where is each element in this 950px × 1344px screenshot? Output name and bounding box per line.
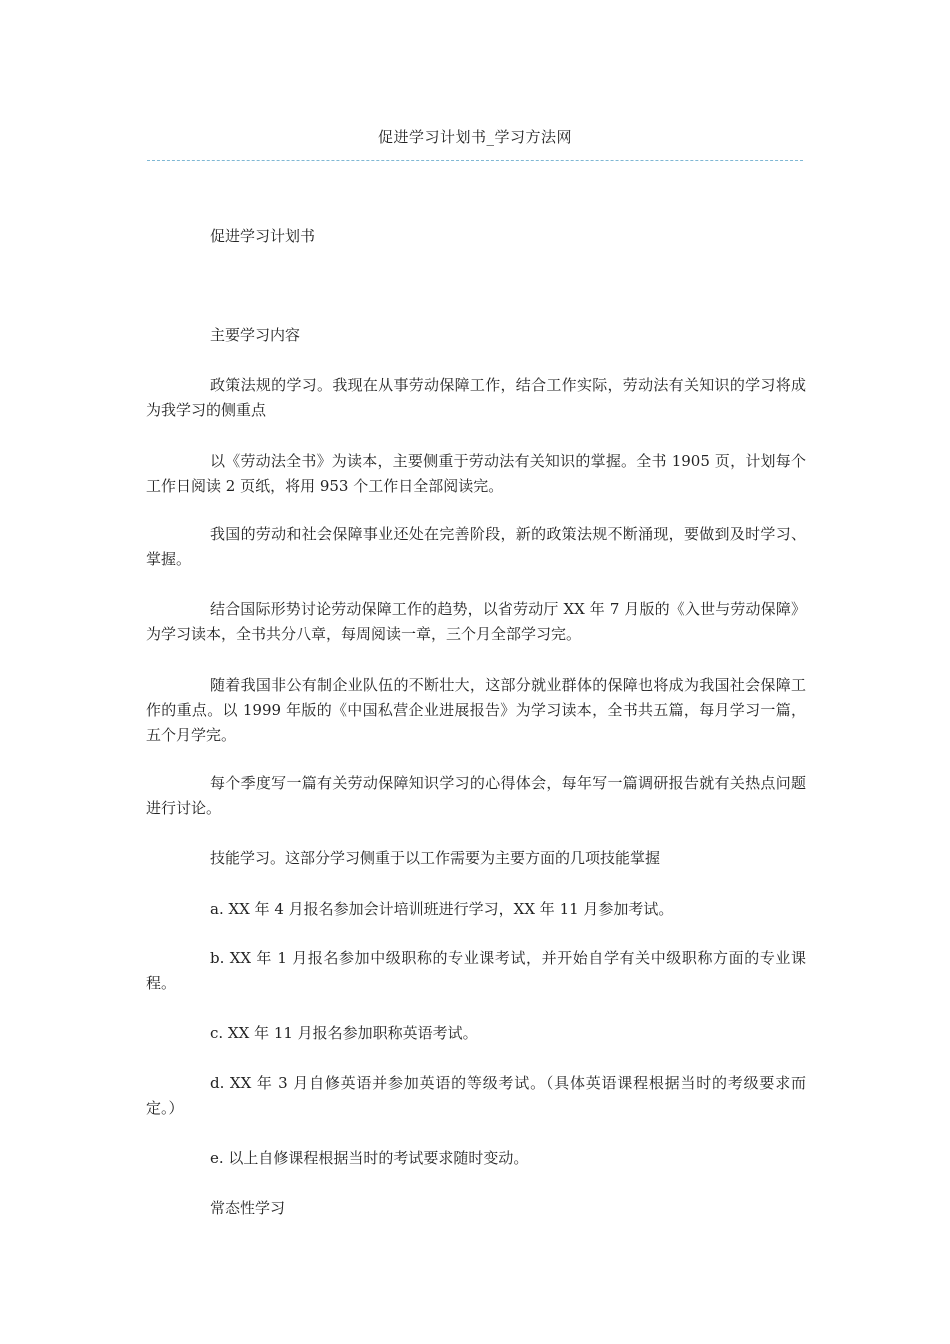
list-item: d. XX 年 3 月自修英语并参加英语的等级考试。（具体英语课程根据当时的考级要求而定。） bbox=[146, 1074, 806, 1117]
paragraph: 我国的劳动和社会保障事业还处在完善阶段，新的政策法规不断涌现，要做到及时学习、掌握。 bbox=[146, 525, 806, 568]
paragraph: 每个季度写一篇有关劳动保障知识学习的心得体会，每年写一篇调研报告就有关热点问题进行讨论。 bbox=[146, 774, 806, 817]
list-item: e. 以上自修课程根据当时的考试要求随时变动。 bbox=[210, 1149, 529, 1167]
paragraph: 结合国际形势讨论劳动保障工作的趋势，以省劳动厅 XX 年 7 月版的《入世与劳动保障》为学习读本，全书共分八章，每周阅读一章，三个月全部学习完。 bbox=[146, 600, 806, 643]
document-header-title: 促进学习计划书_学习方法网 bbox=[377, 128, 572, 146]
document-title: 促进学习计划书 bbox=[210, 227, 316, 245]
section-heading: 常态性学习 bbox=[210, 1199, 286, 1217]
list-item: a. XX 年 4 月报名参加会计培训班进行学习，XX 年 11 月参加考试。 bbox=[210, 900, 674, 918]
section-heading: 主要学习内容 bbox=[210, 326, 301, 344]
paragraph: 技能学习。这部分学习侧重于以工作需要为主要方面的几项技能掌握 bbox=[210, 849, 661, 867]
list-item: b. XX 年 1 月报名参加中级职称的专业课考试，并开始自学有关中级职称方面的专业课程。 bbox=[146, 949, 806, 992]
list-item: c. XX 年 11 月报名参加职称英语考试。 bbox=[210, 1024, 478, 1042]
paragraph: 政策法规的学习。我现在从事劳动保障工作，结合工作实际，劳动法有关知识的学习将成为我学习的侧重点 bbox=[146, 376, 806, 419]
header-divider bbox=[147, 160, 803, 161]
paragraph: 随着我国非公有制企业队伍的不断壮大，这部分就业群体的保障也将成为我国社会保障工作的重点。以 1999 年版的《中国私营企业进展报告》为学习读本，全书共五篇，每月学习一篇，五个月学完。 bbox=[146, 676, 806, 744]
paragraph: 以《劳动法全书》为读本，主要侧重于劳动法有关知识的掌握。全书 1905 页，计划每个工作日阅读 2 页纸，将用 953 个工作日全部阅读完。 bbox=[146, 452, 806, 495]
